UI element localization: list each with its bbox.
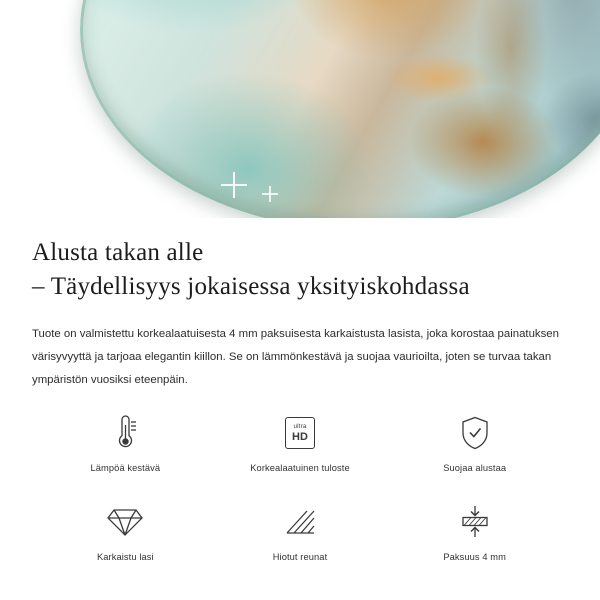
feature-grid [32, 413, 568, 585]
feature-label: Hiotut reunat [272, 552, 328, 563]
feature-item [387, 413, 562, 496]
feature-item [38, 502, 213, 585]
feature-item [213, 502, 388, 585]
content-section [0, 218, 600, 585]
page-title [32, 236, 568, 303]
thermometer-icon [108, 413, 142, 453]
feature-item [38, 413, 213, 496]
feature-label: Paksuus 4 mm [443, 552, 506, 563]
description-paragraph: Tuote on valmistettu korkealaatuisesta 4 mm paksuisesta karkaistusta lasista, joka korostaa painatuksen värisyvyyttä ja tarjoaa elegantin kiillon. Se on lämmönkestävä ja suojaa vaurioilta, joten se turvaa takan ympäristön vuosiksi eteenpäin. [32, 328, 559, 386]
polished-edges-icon [283, 502, 317, 542]
ultra-hd-badge-top: ultra [293, 423, 307, 431]
glass-disc-product-image [80, 0, 600, 218]
feature-item [213, 413, 388, 496]
feature-label: Suojaa alustaa [443, 463, 507, 474]
feature-item [387, 502, 562, 585]
diamond-icon [106, 502, 144, 542]
feature-label: Karkaistu lasi [96, 552, 154, 563]
ultra-hd-icon [285, 413, 315, 453]
thickness-arrows-icon [458, 502, 492, 542]
hero-image [0, 0, 600, 218]
feature-label: Lämpöä kestävä [90, 463, 161, 474]
headline-line-2: – Täydellisyys jokaisessa yksityiskohdassa [32, 272, 470, 300]
ultra-hd-badge-bottom: HD [292, 430, 308, 443]
feature-label: Korkealaatuinen tuloste [250, 463, 350, 474]
headline-line-1: Alusta takan alle [32, 239, 204, 266]
shield-check-icon [459, 413, 491, 453]
